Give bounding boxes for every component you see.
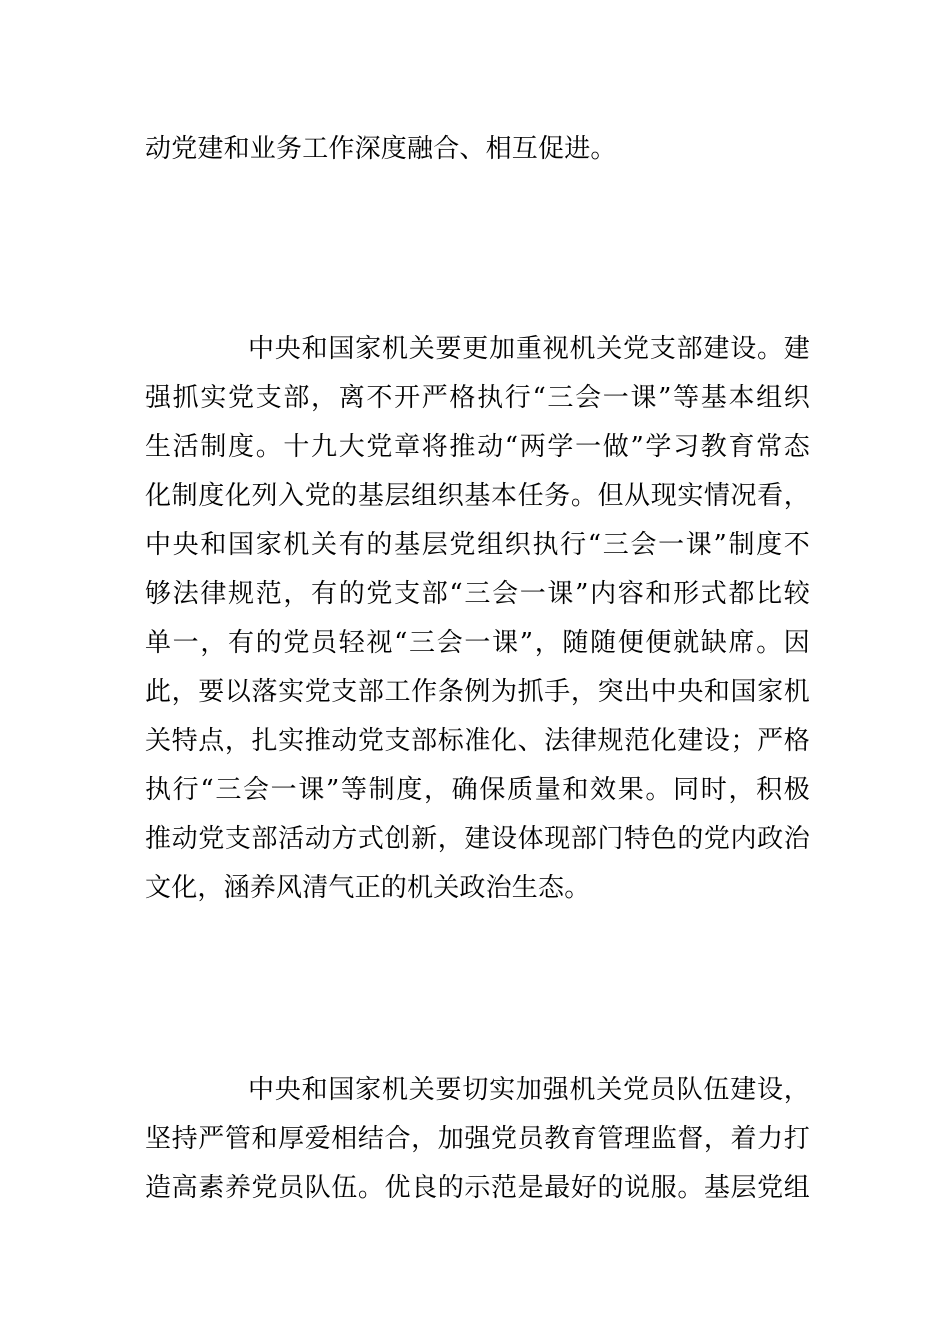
paragraph-1-line-8: 此，要以落实党支部工作条例为抓手，突出中央和国家机 bbox=[145, 677, 810, 707]
paragraph-2-line-2: 坚持严管和厚爱相结合，加强党员教育管理监督，着力打 bbox=[145, 1124, 810, 1154]
paragraph-1-line-12: 文化，涵养风清气正的机关政治生态。 bbox=[145, 873, 591, 903]
paragraph-1-line-2: 强抓实党支部，离不开严格执行“三会一课”等基本组织 bbox=[145, 383, 810, 413]
paragraph-1-line-4: 化制度化列入党的基层组织基本任务。但从现实情况看， bbox=[145, 481, 810, 511]
paragraph-1-line-9: 关特点，扎实推动党支部标准化、法律规范化建设；严格 bbox=[145, 726, 810, 756]
paragraph-1-line-11: 推动党支部活动方式创新，建设体现部门特色的党内政治 bbox=[145, 824, 810, 854]
paragraph-1-line-10: 执行“三会一课”等制度，确保质量和效果。同时，积极 bbox=[145, 775, 810, 805]
paragraph-1-line-5: 中央和国家机关有的基层党组织执行“三会一课”制度不 bbox=[145, 530, 810, 560]
paragraph-2-line-3: 造高素养党员队伍。优良的示范是最好的说服。基层党组 bbox=[145, 1173, 810, 1203]
paragraph-1-line-6: 够法律规范，有的党支部“三会一课”内容和形式都比较 bbox=[145, 579, 810, 609]
paragraph-1-line-7: 单一，有的党员轻视“三会一课”，随随便便就缺席。因 bbox=[145, 628, 810, 658]
paragraph-2-line-1: 中央和国家机关要切实加强机关党员队伍建设， bbox=[248, 1075, 810, 1105]
paragraph-1-line-1: 中央和国家机关要更加重视机关党支部建设。建 bbox=[248, 334, 810, 364]
paragraph-0-line-1: 动党建和业务工作深度融合、相互促进。 bbox=[145, 134, 617, 164]
paragraph-1-line-3: 生活制度。十九大党章将推动“两学一做”学习教育常态 bbox=[145, 432, 810, 462]
